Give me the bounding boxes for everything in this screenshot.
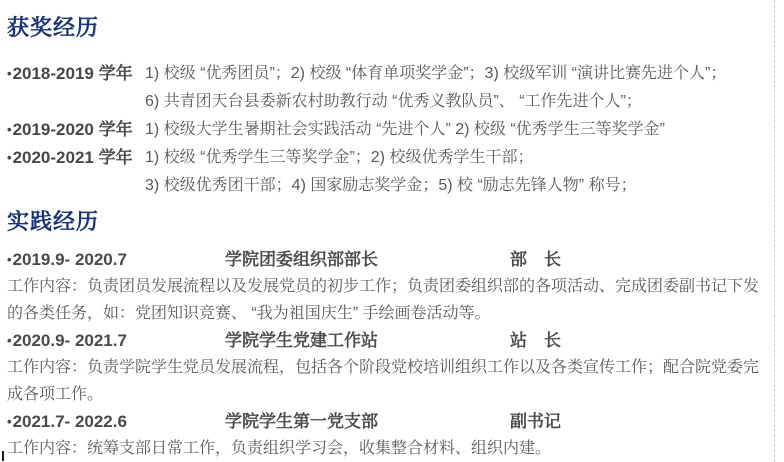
text-cursor[interactable] <box>2 451 4 461</box>
award-line: 1) 校级 “优秀团员”；2) 校级 “体育单项奖学金”；3) 校级军训 “演讲比赛先进个人”； <box>145 65 727 82</box>
award-year-text: 2019-2020 学年 <box>12 120 133 139</box>
experience-role: 站 长 <box>510 331 561 350</box>
award-year-text: 2018-2019 学年 <box>12 64 133 83</box>
bullet-icon: • <box>7 122 12 137</box>
bullet-icon: • <box>7 66 12 81</box>
experience-period <box>7 327 225 354</box>
award-row-2018-2019 <box>7 60 784 116</box>
experience-period <box>7 408 225 435</box>
bullet-icon: • <box>7 414 12 429</box>
experience-period-text: 2020.9- 2021.7 <box>12 331 127 350</box>
award-year-text: 2020-2021 学年 <box>12 148 133 167</box>
award-content <box>145 60 784 116</box>
award-year-label <box>7 116 145 144</box>
experience-period-text: 2019.9- 2020.7 <box>12 250 127 269</box>
experience-entry-1 <box>7 246 784 327</box>
award-line: 6) 共青团天台县委新农村助教行动 “优秀义教队员”、 “工作先进个人”； <box>145 93 642 110</box>
award-row-2020-2021 <box>7 144 784 200</box>
experience-role: 部 长 <box>510 250 561 269</box>
award-year-label <box>7 144 145 172</box>
experience-section-heading: 实践经历 <box>7 209 100 234</box>
award-line: 1) 校级 “优秀学生三等奖学金”；2) 校级优秀学生干部； <box>145 149 534 166</box>
experience-description: 工作内容：统筹支部日常工作，负责组织学习会，收集整合材料、组织内建。 <box>7 440 552 457</box>
bullet-icon: • <box>7 333 12 348</box>
experience-entry-header <box>7 327 784 354</box>
award-content <box>145 144 784 200</box>
experience-description: 工作内容：负责团员发展流程以及发展党员的初步工作；负责团委组织部的各项活动、完成团委副书记下发的各类任务，如：党团知识竞赛、 “我为祖国庆生” 手绘画卷活动等。 <box>7 278 760 322</box>
text-boundary-line <box>774 0 775 462</box>
experience-description: 工作内容：负责学院学生党员发展流程，包括各个阶段党校培训组织工作以及各类宣传工作；配合院党委完成各项工作。 <box>7 359 760 403</box>
award-line: 1) 校级大学生暑期社会实践活动 “先进个人” 2) 校级 “优秀学生三等奖学金” <box>145 121 665 138</box>
award-row-2019-2020 <box>7 116 784 144</box>
award-content <box>145 116 784 144</box>
awards-section-heading: 获奖经历 <box>7 15 100 40</box>
experience-organization: 学院团委组织部部长 <box>225 250 378 269</box>
experience-period <box>7 246 225 273</box>
experience-period-text: 2021.7- 2022.6 <box>12 412 127 431</box>
experience-role: 副书记 <box>510 412 561 431</box>
experience-organization: 学院学生第一党支部 <box>225 412 378 431</box>
experience-entry-2 <box>7 327 784 408</box>
experience-organization: 学院学生党建工作站 <box>225 331 378 350</box>
bullet-icon: • <box>7 150 12 165</box>
award-line: 3) 校级优秀团干部；4) 国家励志奖学金；5) 校 “励志先锋人物” 称号； <box>145 177 637 194</box>
experience-entry-3 <box>7 408 784 462</box>
bullet-icon: • <box>7 252 12 267</box>
award-year-label <box>7 60 145 88</box>
experience-entry-header <box>7 246 784 273</box>
experience-entry-header <box>7 408 784 435</box>
